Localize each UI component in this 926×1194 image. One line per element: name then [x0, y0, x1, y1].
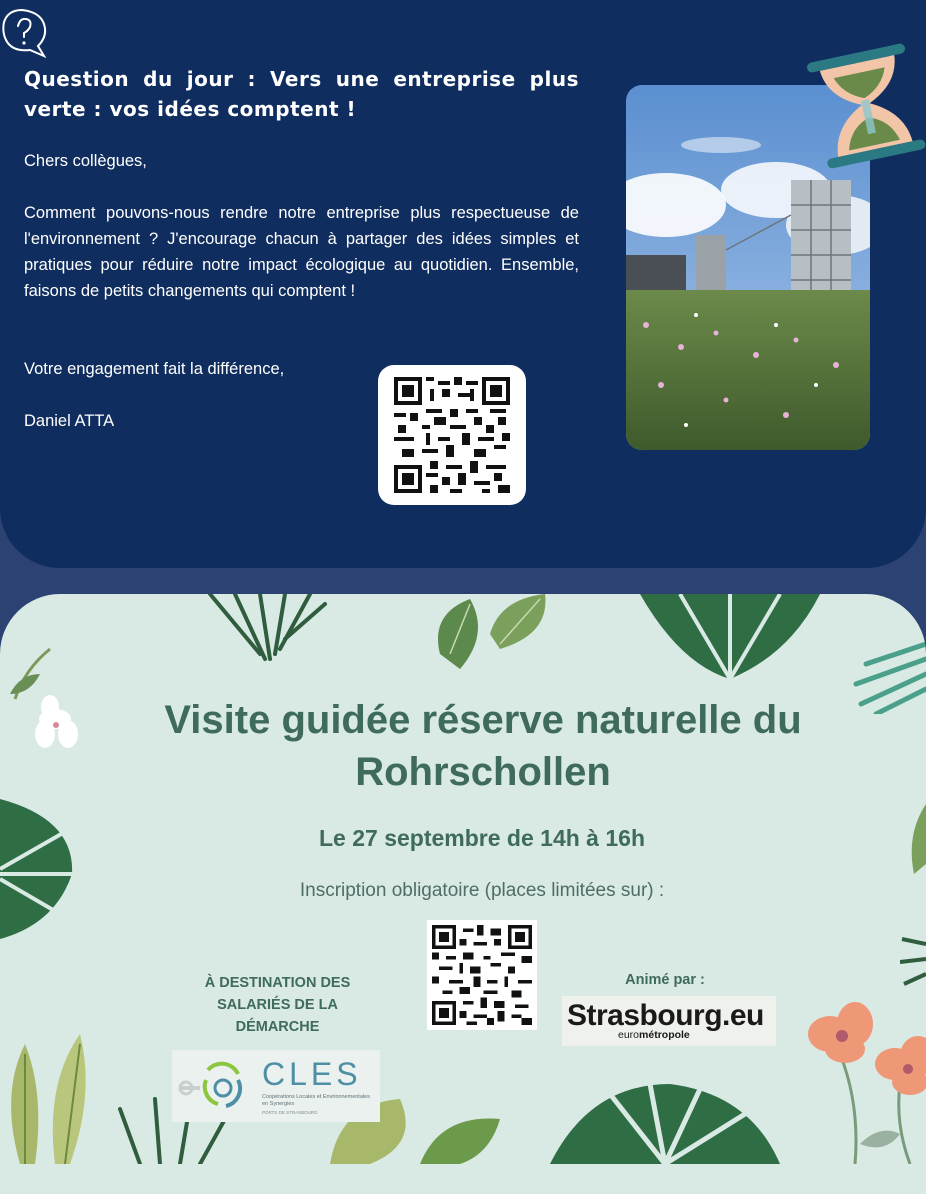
cles-subtitle-ports: PORTS DE STRASBOURG [262, 1110, 318, 1115]
greeting-text: Chers collègues, [24, 152, 147, 170]
event-date: Le 27 septembre de 14h à 16h [319, 825, 645, 851]
strasbourg-subtitle [618, 1029, 690, 1041]
leaf-icon [430, 594, 580, 674]
palm-leaf-icon [190, 594, 330, 664]
strasbourg-logo [562, 996, 776, 1046]
strasbourg-name: Strasbourg.eu [567, 999, 764, 1032]
question-title [24, 64, 579, 124]
hourglass-icon [806, 38, 926, 172]
palm-right-icon [900, 934, 926, 994]
strasbourg-sub-b: métropole [639, 1029, 690, 1041]
registration-text: Inscription obligatoire (places limitées sur) : [299, 880, 665, 901]
audience-text: À DESTINATION DES SALARIÉS DE LA DÉMARCHE [204, 975, 351, 1035]
qr-code-icon [432, 925, 532, 1025]
monstera-leaf-left-icon [0, 799, 80, 939]
question-bubble-icon [0, 6, 52, 58]
monstera-bottom-icon [550, 1084, 780, 1164]
message-paragraph: Comment pouvons-nous rendre notre entreprise plus respectueuse de l'environnement ? J'encourage chacun à partager des idées simples et pratiques pour réduire notre impact écologique au quotidien. Ensemble, faisons de petits changements qui comptent ! [24, 204, 579, 300]
cles-logo-icon [178, 1060, 254, 1112]
cles-logo [172, 1050, 380, 1122]
question-qr-code[interactable] [378, 365, 526, 505]
strasbourg-sub-a: euro [618, 1029, 640, 1041]
cles-subtitle: Coopérations Locales et Environnementales en Synergies [262, 1094, 370, 1107]
cles-name: CLES [262, 1056, 362, 1092]
question-title-line-2: verte : vos idées comptent ! [24, 97, 357, 121]
signature-text: Daniel ATTA [24, 412, 115, 430]
event-title: Visite guidée réserve naturelle du Rohrschollen [164, 698, 802, 794]
monstera-leaf-icon [640, 594, 820, 684]
question-title-line-1: Question du jour : Vers une entreprise plus [24, 67, 579, 91]
closing-text: Votre engagement fait la différence, [24, 360, 285, 378]
poppy-flowers-icon [800, 994, 926, 1164]
qr-code-icon [394, 377, 510, 493]
registration-qr-code[interactable] [427, 920, 537, 1030]
animated-by-label: Animé par : [625, 972, 705, 988]
tall-leaves-icon [0, 1014, 110, 1164]
